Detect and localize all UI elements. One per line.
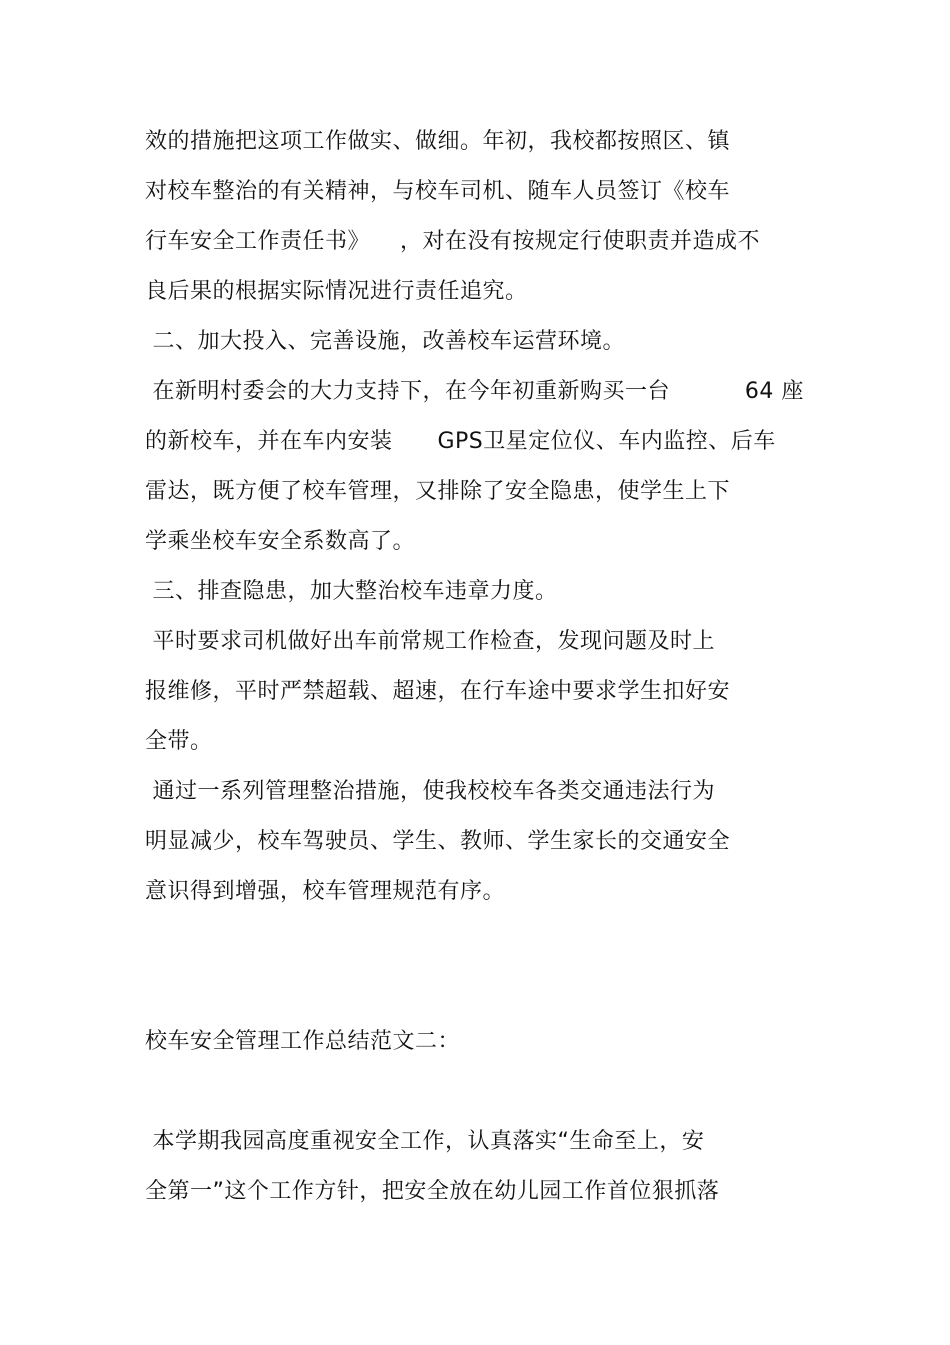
paragraph-line: 学乘坐校车安全系数高了。 — [145, 529, 416, 554]
paragraph-line: 效的措施把这项工作做实、做细。年初，我校都按照区、镇 — [145, 129, 731, 154]
paragraph-line: 报维修，平时严禁超载、超速，在行车途中要求学生扣好安 — [145, 679, 731, 704]
paragraph-line: 良后果的根据实际情况进行责任追究。 — [145, 279, 528, 304]
paragraph-line: 意识得到增强，校车管理规范有序。 — [145, 879, 506, 904]
paragraph-line: 在新明村委会的大力支持下，在今年初重新购买一台 64 座 — [145, 379, 804, 404]
paragraph-line: 对校车整治的有关精神，与校车司机、随车人员签订《校车 — [145, 179, 731, 204]
paragraph-line: 本学期我园高度重视安全工作，认真落实“生命至上，安 — [145, 1129, 705, 1154]
document-subtitle: 校车安全管理工作总结范文二： — [145, 1029, 461, 1054]
section-heading: 三、排查隐患，加大整治校车违章力度。 — [145, 579, 558, 604]
paragraph-line: 的新校车，并在车内安装 GPS卫星定位仪、车内监控、后车 — [145, 429, 776, 454]
paragraph-line: 全第一”这个工作方针，把安全放在幼儿园工作首位狠抓落 — [145, 1179, 720, 1204]
paragraph-line: 通过一系列管理整治措施，使我校校车各类交通违法行为 — [145, 779, 715, 804]
paragraph-line: 平时要求司机做好出车前常规工作检查，发现问题及时上 — [145, 629, 715, 654]
paragraph-line: 雷达，既方便了校车管理，又排除了安全隐患，使学生上下 — [145, 479, 731, 504]
section-heading: 二、加大投入、完善设施，改善校车运营环境。 — [145, 329, 625, 354]
paragraph-line: 行车安全工作责任书》 ，对在没有按规定行使职责并造成不 — [145, 229, 760, 254]
paragraph-line: 明显减少，校车驾驶员、学生、教师、学生家长的交通安全 — [145, 829, 731, 854]
paragraph-line: 全带。 — [145, 729, 213, 754]
